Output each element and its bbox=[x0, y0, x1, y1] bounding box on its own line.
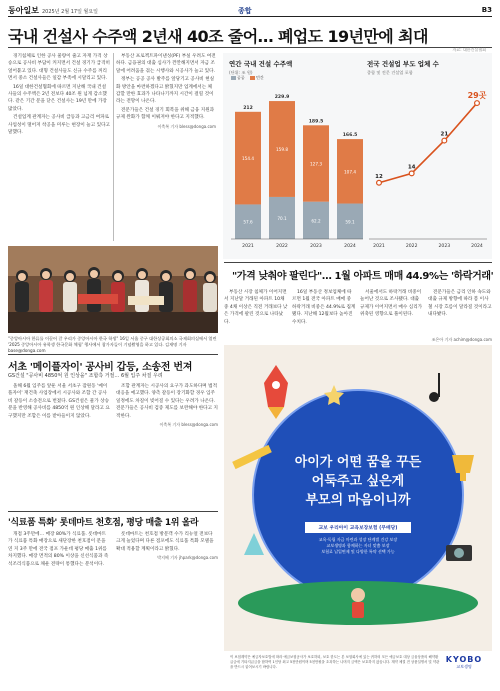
paragraph: 부동산 시장 침체가 이어지면서 지난달 거래된 아파트 10채 중 4채 이상은 직전 거래보다 낮은 가격에 팔린 것으로 나타났다. bbox=[224, 290, 288, 325]
paragraph: 조합 관계자는 시공사의 요구가 과도하다며 법적 대응을 예고했다. 양측 갈등이 장기화할 경우 입주 일정에도 차질이 빚어질 수 있다는 우려가 나온다. 전문가들은 공사비 검증 제도를 보완해야 한다고 지적한다. bbox=[116, 384, 218, 419]
x-tick-label: 2022 bbox=[405, 244, 418, 249]
line-point bbox=[377, 180, 382, 185]
bar-value-label: 127.3 bbox=[310, 161, 322, 167]
ad-feature: 보험료 납입면제 및 다양한 특약 선택 가능 bbox=[321, 549, 395, 554]
bar-chart-unit: (단위: 조 원) bbox=[229, 70, 253, 75]
paragraph: 16일 부동산 정보업체에 따르면 1월 전국 아파트 매매 중 하락거래 비중은 44.9%로 집계됐다. 지난해 12월보다 높아진 수치다. bbox=[292, 290, 356, 325]
lead-headline: 국내 건설사 수주액 2년새 40조 줄어… 폐업도 19년만에 최대 bbox=[8, 27, 428, 46]
x-tick-label: 2021 bbox=[242, 244, 254, 249]
food-byline: 박지혜 기자 jhpark@donga.com bbox=[157, 555, 218, 561]
chart-source: 자료: 대한건설협회 bbox=[452, 47, 486, 52]
section-label: 종합 bbox=[238, 7, 252, 15]
line-chart-subtitle: 종합 및 전문 건설업 포함 bbox=[367, 70, 413, 75]
housing-byline: 조은아 기자 achim@donga.com bbox=[431, 337, 492, 342]
legend-swatch bbox=[250, 76, 255, 80]
bar-value-label: 59.1 bbox=[345, 219, 355, 225]
bar-value-label: 62.2 bbox=[311, 218, 321, 224]
paragraph: 올해 6월 입주를 앞둔 서울 서초구 잠원동 '메이플자이' 재건축 사업장에서 시공사와 조합 간 공사비 갈등이 소송전으로 번졌다. GS건설은 물가 상승분을 반영해 공사비를 4850억 원 인상해 달라고 요구했지만 조합은 이를 받아들이지 않았다. bbox=[8, 384, 110, 419]
child-figure bbox=[351, 588, 365, 618]
seoul-subhead: GS건설 "공사비 4850억 원 인상을" 조합측 거절… 6월 입주 차질 우려 bbox=[8, 373, 163, 379]
bar-total-label: 166.5 bbox=[342, 133, 358, 139]
lead-article-col1 bbox=[8, 53, 110, 240]
ad-title-line: 아이가 어떤 꿈을 꾸든 bbox=[294, 455, 422, 470]
advertisement[interactable] bbox=[224, 345, 492, 679]
seoul-headline: 서초 '메이플자이' 공사비 갑등, 소송전 번져 bbox=[8, 362, 193, 373]
x-tick-label: 2023 bbox=[310, 244, 322, 249]
bar-value-label: 70.1 bbox=[277, 215, 287, 221]
divider bbox=[8, 47, 492, 48]
newspaper-logo: 동아일보 bbox=[8, 5, 39, 15]
paragraph: 롯데마트는 천호점 방문객 수가 리뉴얼 전보다 크게 늘었다며 다른 점포에도 식료품 특화 모델을 확대 적용할 계획이라고 밝혔다. bbox=[116, 532, 214, 552]
paragraph: 16일 대한건설협회에 따르면 지난해 국내 건설사들의 수주액은 2년 전보다 40조 원 넘게 감소했다. 같은 기간 문을 닫은 건설사는 19년 만에 가장 많았다. bbox=[8, 84, 107, 112]
paragraph: 서울에서도 하락거래 비중이 늘어난 것으로 조사됐다. 대출 규제가 이어지면서 매수 심리가 위축된 영향으로 풀이된다. bbox=[360, 290, 423, 318]
charts-svg bbox=[223, 53, 492, 259]
ad-fine-print: 이 보험계약은 예금자보호법에 따라 예금보험공사가 보호하되, 보호 한도는 본 보험회사에 있는 귀하의 모든 예금보호 대상 금융상품의 해약환급금에 기타지급금을 합하여 1인당 최고 5천만원이며 5천만원을 초과하는 나머지 금액은 보호하지 않습니다. 계약 체결 전 상품설명서 및 약관을 반드시 읽어보시기 바랍니다. bbox=[230, 655, 440, 669]
x-tick-label: 2021 bbox=[373, 244, 385, 249]
line-chart-title: 전국 건설업 부도 업체 수 bbox=[367, 60, 439, 68]
line-value-label: 12 bbox=[375, 173, 383, 180]
ad-feature: 교육·독립 자금 마련과 성장 단계별 건강 보장 bbox=[318, 537, 398, 542]
ad-title bbox=[238, 453, 478, 510]
line-point bbox=[442, 138, 447, 143]
bar-total-label: 212 bbox=[243, 105, 253, 111]
ad-feature: 교보생명과 함께하는 자녀 맞춤 보장 bbox=[326, 543, 390, 548]
photo-caption: "중앙아시아 한류를 이끌어 갈 우리가 중앙아시아 한국 학생" 16일 서울 중구 대한상공회의소 국제회의실에서 열린 '2025 중앙아시아 유학생 한국문화 체험' 행사에서 참가자들이 기념촬영을 하고 있다. 김재명 기자 base@donga.com bbox=[8, 336, 217, 353]
housing-headline: "가격 낮춰야 팔린다"… 1월 아파트 매매 44.9%는 '하락거래' bbox=[232, 271, 494, 282]
line-value-label: 14 bbox=[407, 164, 416, 171]
ad-product-name: 교보 우리아이 교육보장보험 (무배당) bbox=[305, 522, 411, 533]
line-point bbox=[409, 171, 414, 176]
housing-article bbox=[224, 289, 492, 339]
seoul-byline: 이축복 기자 bless@donga.com bbox=[159, 422, 218, 428]
bar-value-label: 57.6 bbox=[243, 219, 253, 225]
lead-article-col2 bbox=[116, 53, 216, 243]
ad-footer bbox=[224, 651, 492, 679]
legend-label: 민간 bbox=[256, 75, 264, 80]
bar-value-label: 159.8 bbox=[276, 147, 288, 152]
page-number: B3 bbox=[481, 6, 492, 14]
kyobo-logo[interactable] bbox=[444, 655, 484, 670]
divider bbox=[8, 511, 218, 512]
x-tick-label: 2024 bbox=[344, 244, 356, 249]
column-divider bbox=[113, 53, 114, 241]
camera-icon bbox=[446, 545, 472, 561]
divider bbox=[8, 354, 218, 355]
food-headline: '식료품 특화' 롯데마트 천호점, 평당 매출 1위 올라 bbox=[8, 518, 199, 528]
bar-total-label: 229.9 bbox=[274, 95, 290, 101]
bar-legend bbox=[227, 75, 264, 81]
paragraph: 전문가들은 건설 경기 회복을 위해 금융 지원과 규제 완화가 함께 이뤄져야 한다고 지적했다. bbox=[116, 107, 215, 121]
paragraph: 정부는 공공 공사 발주를 앞당기고 공사비 현실화 방안을 마련하겠다고 밝혔지만 업계에서는 체감할 만한 효과가 나타나기까지 시간이 걸릴 것이라는 전망이 나온다. bbox=[116, 77, 215, 105]
infographic bbox=[223, 47, 492, 259]
paragraph: 전문가들은 금리 인하 속도와 대출 규제 방향에 따라 봄 이사철 시장 흐름이 달라질 것이라고 내다봤다. bbox=[428, 290, 492, 318]
bar-total-label: 189.5 bbox=[308, 119, 324, 125]
bar-value-label: 154.4 bbox=[242, 156, 254, 162]
bar-chart-title: 연간 국내 건설 수주액 bbox=[229, 60, 293, 68]
paragraph: 개점 3주만에… 매장 80%가 식료품. 롯데마트가 식료품 특화 매장으로 새단장한 천호점이 문을 연 지 3주 만에 전국 점포 가운데 평당 매출 1위를 차지했다. 매장 면적의 80% 이상을 신선식품과 즉석조리식품으로 채운 전략이 통했다는 분석이다. bbox=[8, 532, 109, 567]
paragraph: 경기침체로 인한 공사 물량이 줄고 자재 가격 상승으로 공사비 부담이 커지면서 건설 경기가 급격히 얼어붙고 있다. 대형 건설사들도 신규 수주를 꺼리면서 중소 건설사들은 일감 부족에 시달리고 있다. bbox=[8, 54, 110, 82]
lead-byline: 이축복 기자 bless@donga.com bbox=[157, 123, 216, 129]
x-tick-label: 2024 bbox=[471, 244, 483, 249]
logo-mark: KYOBO bbox=[445, 655, 483, 664]
bar-value-label: 107.4 bbox=[344, 169, 356, 175]
ad-product-box bbox=[286, 522, 430, 576]
legend-label: 공공 bbox=[237, 75, 245, 80]
logo-name: 교보생명 bbox=[456, 664, 472, 669]
divider bbox=[224, 262, 492, 263]
photo-illustration bbox=[8, 246, 218, 333]
masthead bbox=[8, 3, 492, 17]
paragraph: 부동산 프로젝트파이낸싱(PF) 부실 우려도 여전하다. 금융권의 대출 심사가 깐깐해지면서 자금 조달에 어려움을 겪는 시행사와 시공사가 늘고 있다. bbox=[116, 54, 216, 74]
legend-swatch bbox=[231, 76, 236, 80]
issue-date: 2025년 2월 17일 월요일 bbox=[42, 9, 99, 15]
x-tick-label: 2023 bbox=[438, 244, 451, 249]
ad-title-line: 어둑주고 싶은게 bbox=[311, 474, 405, 489]
x-tick-label: 2022 bbox=[276, 244, 288, 249]
line-callout: 29곳 bbox=[467, 91, 487, 101]
paragraph: 건설업계 관계자는 공사비 급등과 고금리 여파로 사업성이 떨어져 착공을 미루는 현장이 늘고 있다고 말했다. bbox=[8, 115, 110, 136]
line-point bbox=[475, 101, 480, 106]
line-value-label: 21 bbox=[440, 131, 449, 138]
ad-title-line: 부모의 마음이니까 bbox=[305, 493, 411, 508]
seoul-article bbox=[8, 383, 218, 508]
group-photo bbox=[8, 246, 218, 333]
food-article bbox=[8, 531, 218, 683]
